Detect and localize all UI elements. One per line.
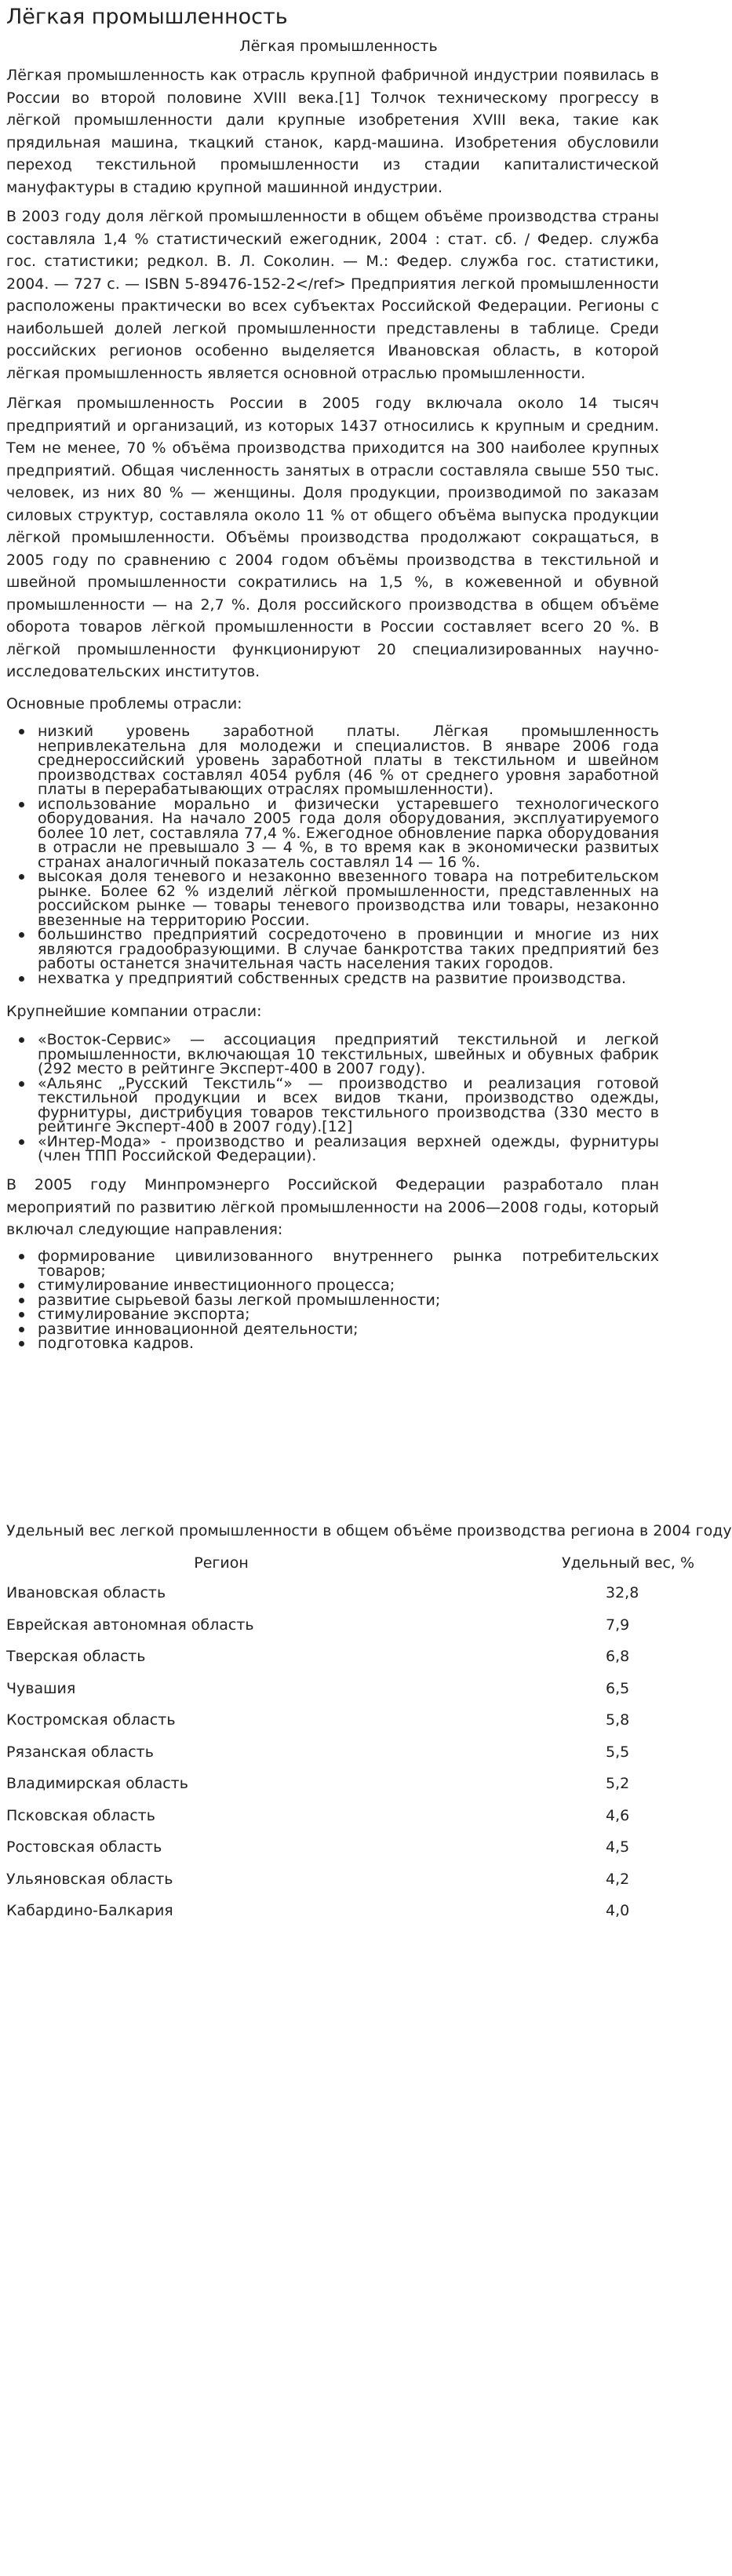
table-row: [6, 1768, 712, 1800]
page-title: Лёгкая промышленность: [6, 5, 288, 29]
region-cell: Кабардино-Балкария: [6, 1902, 173, 1920]
table-row: [6, 1641, 712, 1673]
share-cell: 4,6: [606, 1806, 630, 1824]
share-cell: 4,2: [606, 1870, 630, 1888]
table-header-row: [6, 1549, 712, 1577]
share-cell: 6,5: [606, 1679, 630, 1697]
list-item: развитие инновационной деятельности;: [38, 1322, 659, 1337]
list-item: стимулирование инвестиционного процесса;: [38, 1278, 659, 1293]
plan-paragraph: В 2005 году Минпромэнерго Российской Федерации разработало план мероприятий по развитию лёгкой промышленности на 2006—2008 годы, который включал следующие направления:: [6, 1176, 659, 1238]
list-item: низкий уровень заработной платы. Лёгкая промышленность непривлекательна для молодежи и специалистов. В январе 2006 года среднероссийский уровень заработной платы в текстильном и швейном производствах составлял 4054 рубля (46 % от среднего уровня заработной платы в перерабатывающих отраслях промышленности).: [38, 723, 659, 798]
intro-paragraph: Лёгкая промышленность как отрасль крупной фабричной индустрии появилась в России во второй половине XVIII века.[1] Толчок техническому прогрессу в лёгкой промышленности дали крупные изобретения XVIII века, такие как прядильная машина, ткацкий станок, кард-машина. Изобретения обусловили переход текстильной промышленности из стадии капиталистической мануфактуры в стадию крупной машинной индустрии.: [6, 67, 659, 196]
share-cell: 7,9: [606, 1616, 630, 1634]
table-row: [6, 1609, 712, 1641]
page-subtitle: Лёгкая промышленность: [239, 38, 438, 55]
industry-stats-paragraph: Лёгкая промышленность России в 2005 году включала около 14 тысяч предприятий и организаций, из которых 1437 относились к крупным и средним. Тем не менее, 70 % объёма производства приходится на 300 наиболее крупных предприятий. Общая численность занятых в отрасли составляла свыше 550 тыс. человек, из них 80 % — женщины. Доля продукции, производимой по заказам силовых структур, составляла около 11 % от общего объёма выпуска продукции лёгкой промышленности. Объёмы производства продолжают сокращаться, в 2005 году по сравнению с 2004 годом объёмы производства в текстильной и швейной промышленности сократились на 1,5 %, в кожевенной и обувной промышленности — на 2,7 %. Доля российского производства в общем объёме оборота товаров лёгкой промышленности в России составляет всего 20 %. В лёгкой промышленности функционируют 20 специализированных научно-исследовательских институтов.: [6, 395, 659, 680]
table-row: [6, 1800, 712, 1832]
region-cell: Ульяновская область: [6, 1870, 173, 1888]
list-item: использование морально и физически устаревшего технологического оборудования. На начало 2005 года доля оборудования, эксплуатируемого более 10 лет, составляла 77,4 %. Ежегодное обновление парка оборудования в отрасли не превышало 3 — 4 %, в то время как в экономически развитых странах аналогичный показатель составлял 14 — 16 %.: [38, 795, 659, 871]
list-item: «Альянс „Русский Текстиль“» — производство и реализация готовой текстильной продукции и всех видов ткани, производство одежды, фурнитуры, дистрибуция товаров текстильного производства (330 место в рейтинге Эксперт-400 в 2007 году).[12]: [38, 1074, 659, 1135]
column-header-region: Регион: [194, 1554, 249, 1572]
list-item: высокая доля теневого и незаконно ввезенного товара на потребительском рынке. Более 62 % изделий лёгкой промышленности, представленных на российском рынке — товары теневого производства или товары, незаконно ввезенные на территорию России.: [38, 868, 659, 929]
list-item: «Интер-Мода» - производство и реализация верхней одежды, фурнитуры (член ТПП Российской Федерации).: [38, 1132, 659, 1164]
table-row: [6, 1831, 712, 1864]
plan-list: [6, 1249, 659, 1351]
table-row: [6, 1673, 712, 1705]
table-row: [6, 1577, 712, 1609]
list-item: формирование цивилизованного внутреннего рынка потребительских товаров;: [38, 1248, 659, 1280]
region-cell: Тверская область: [6, 1648, 146, 1666]
region-cell: Владимирская область: [6, 1775, 188, 1793]
region-cell: Ростовская область: [6, 1838, 162, 1856]
list-item: подготовка кадров.: [38, 1336, 659, 1351]
region-cell: Ивановская область: [6, 1584, 166, 1602]
column-header-share: Удельный вес, %: [562, 1554, 695, 1572]
list-item: стимулирование экспорта;: [38, 1307, 659, 1322]
table-row: [6, 1895, 712, 1927]
table-caption: Удельный вес легкой промышленности в общем объёме производства региона в 2004 году: [6, 1522, 732, 1539]
region-cell: Рязанская область: [6, 1743, 154, 1761]
share-cell: 5,2: [606, 1775, 630, 1793]
companies-heading: Крупнейшие компании отрасли:: [6, 1003, 262, 1020]
problems-list: [6, 724, 659, 986]
share-cell: 6,8: [606, 1648, 630, 1666]
production-share-paragraph: В 2003 году доля лёгкой промышленности в общем объёме производства страны составляла 1,4 % статистический ежегодник, 2004 : стат. сб. / Федер. служба гос. статистики; редкол. В. Л. Соколин. — М.: Федер. служба гос. статистики, 2004. — 727 с. — ISBN 5-89476-152-2</ref> Предприятия легкой промышленности расположены практически во всех субъектах Российской Федерации. Регионы с наибольшей долей легкой промышленности представлены в таблице. Среди российских регионов особенно выделяется Ивановская область, в которой лёгкая промышленность является основной отраслью промышленности.: [6, 208, 659, 382]
table-row: [6, 1736, 712, 1769]
region-cell: Костромская область: [6, 1711, 176, 1729]
list-item: большинство предприятий сосредоточено в провинции и многие из них являются градообразующими. В случае банкротства таких предприятий без работы останется значительная часть населения таких городов.: [38, 926, 659, 972]
share-cell: 4,0: [606, 1902, 630, 1920]
table-row: [6, 1704, 712, 1736]
share-cell: 5,5: [606, 1743, 630, 1761]
table-row: [6, 1864, 712, 1896]
region-cell: Еврейская автономная область: [6, 1616, 254, 1634]
companies-list: [6, 1033, 659, 1164]
share-cell: 5,8: [606, 1711, 630, 1729]
share-cell: 32,8: [606, 1584, 639, 1602]
problems-heading: Основные проблемы отрасли:: [6, 695, 242, 712]
list-item: «Восток-Сервис» — ассоциация предприятий текстильной и легкой промышленности, включающая 10 текстильных, швейных и обувных фабрик (292 место в рейтинге Эксперт-400 в 2007 году).: [38, 1031, 659, 1077]
list-item: развитие сырьевой базы легкой промышленности;: [38, 1293, 659, 1308]
share-cell: 4,5: [606, 1838, 630, 1856]
region-cell: Чувашия: [6, 1679, 76, 1697]
region-cell: Псковская область: [6, 1806, 155, 1824]
list-item: нехватка у предприятий собственных средств на развитие производства.: [38, 971, 659, 986]
regions-table: [6, 1549, 712, 1927]
